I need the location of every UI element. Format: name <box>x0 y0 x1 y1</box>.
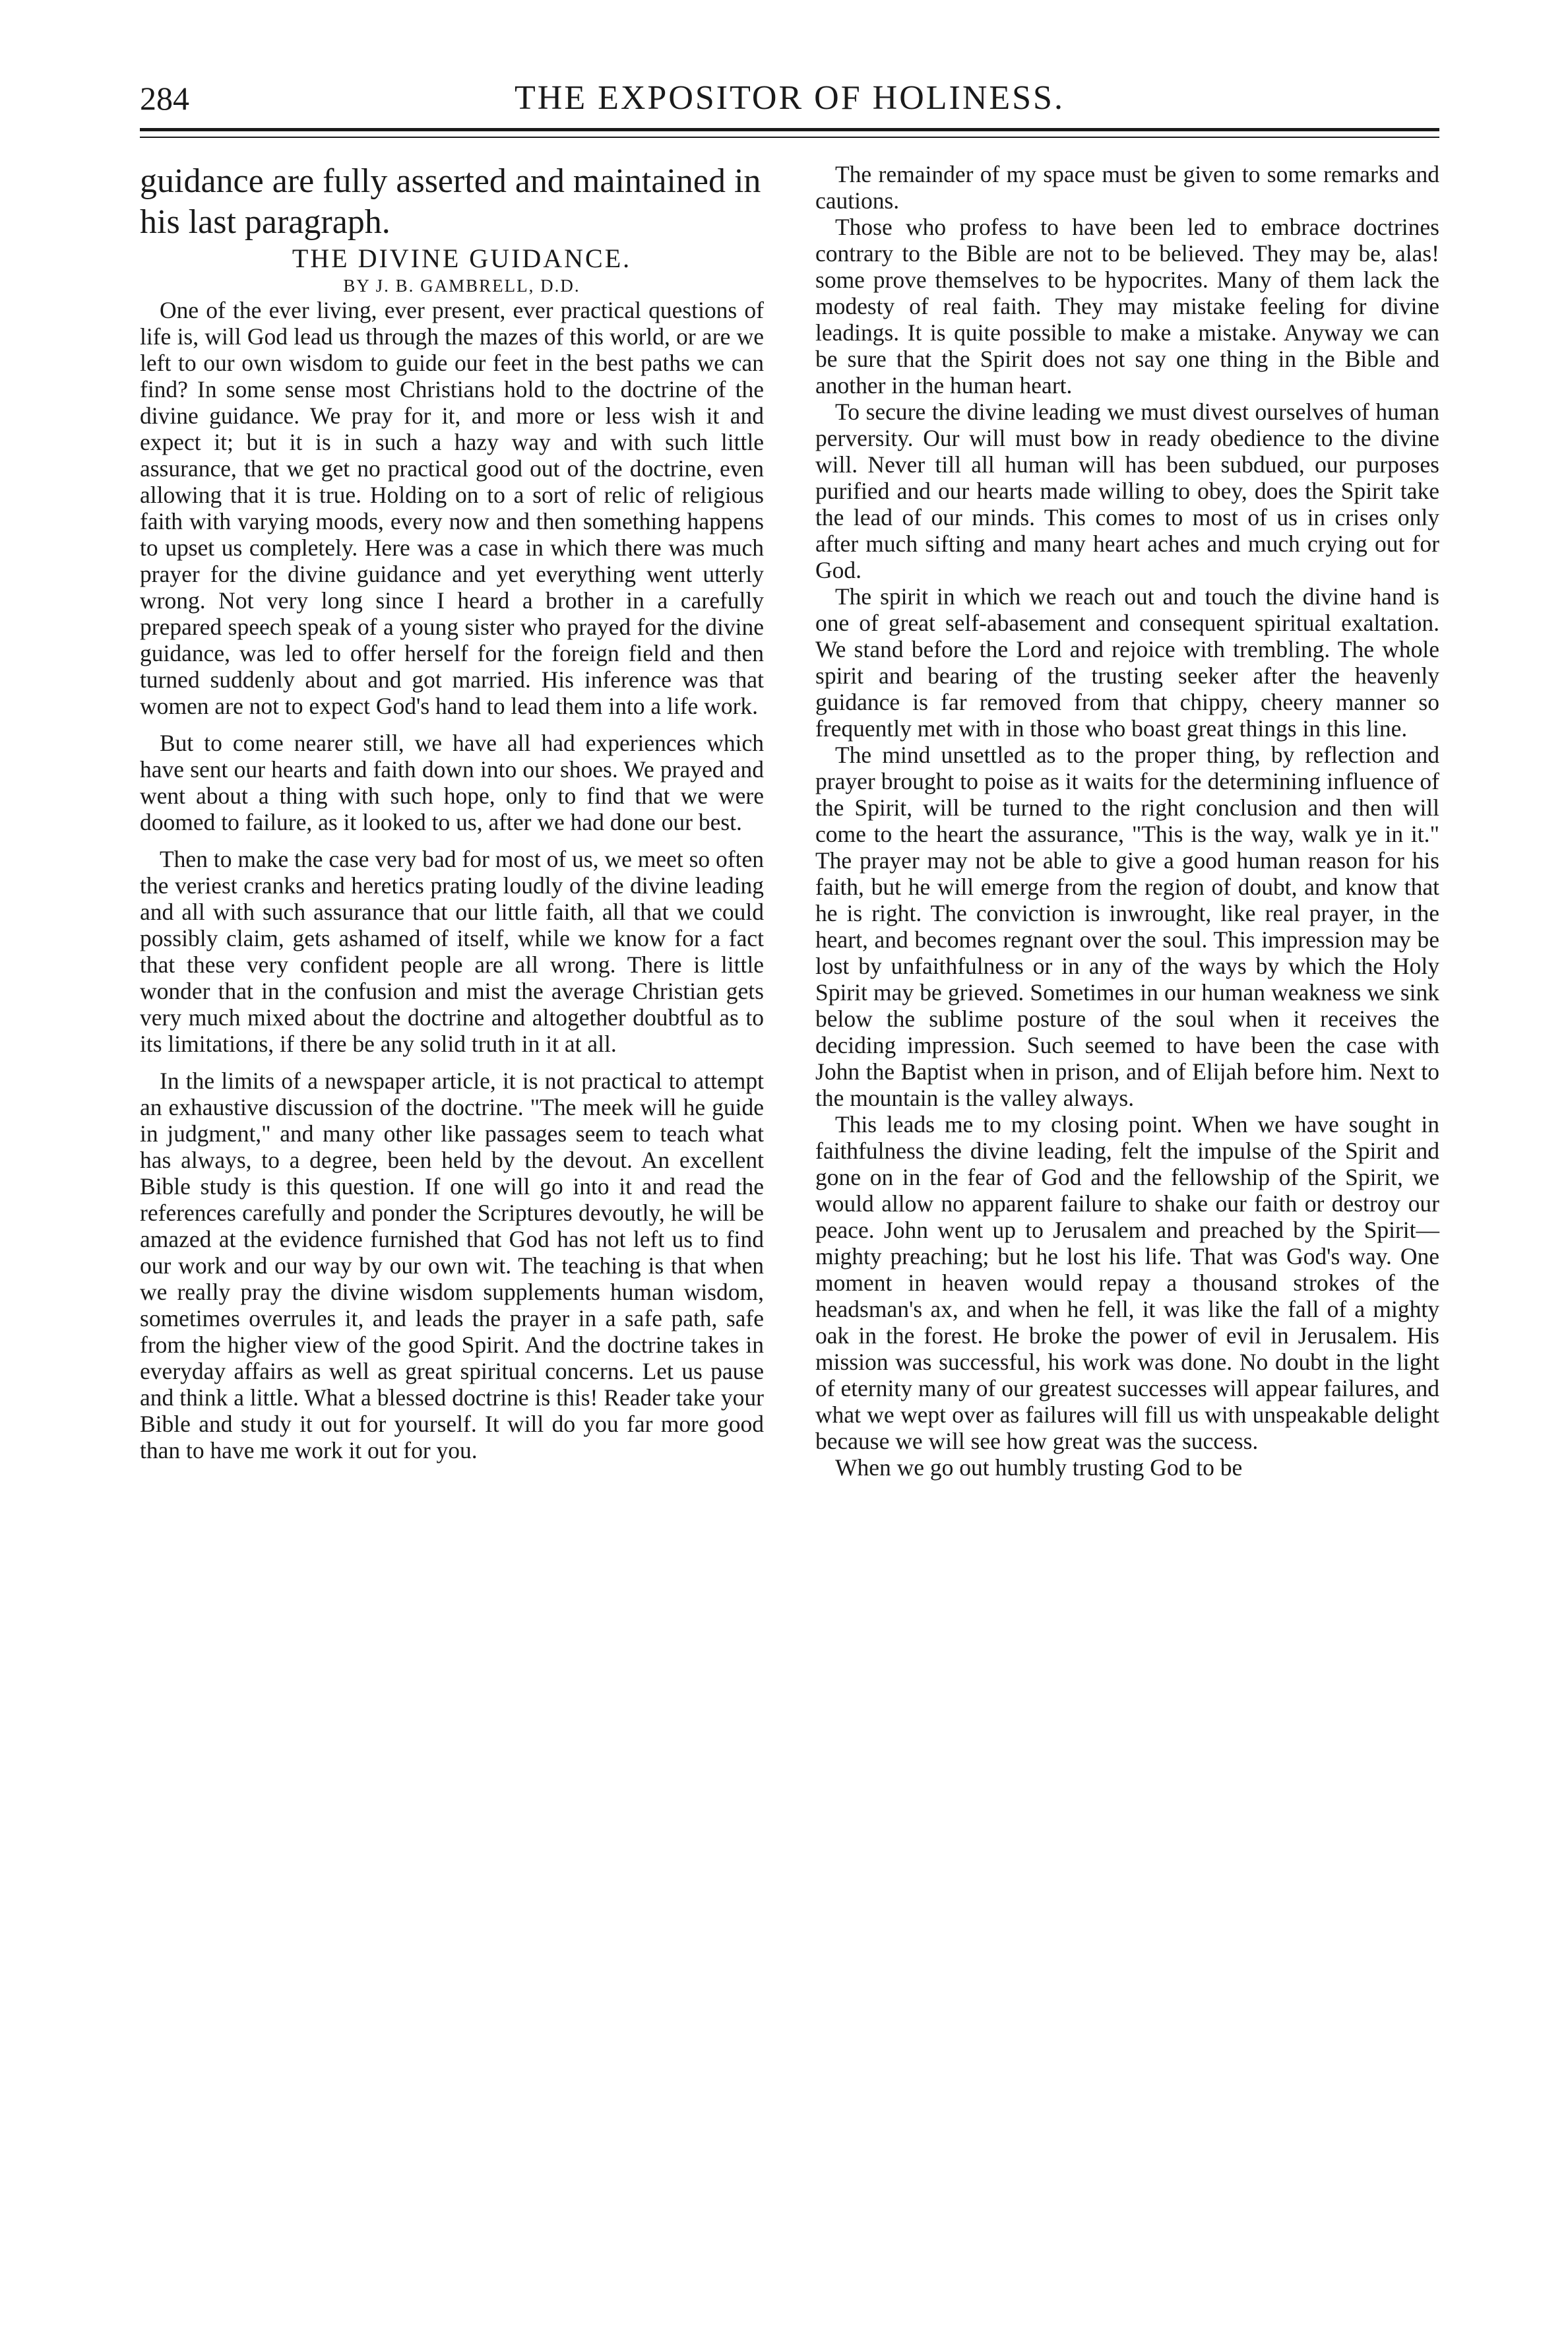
right-column <box>815 161 1439 1481</box>
body-paragraph: This leads me to my closing point. When we have sought in faithfulness the divine leading, felt the impulse of the Spirit and gone on in the fear of God and the fellowship of the Spirit, we would allow no apparent failure to shake our faith or destroy our peace. John went up to Jerusalem and preached by the Spirit—mighty preaching; but he lost his life. That was God's way. One moment in heaven would repay a thousand strokes of the headsman's ax, and when he fell, it was like the fall of a mighty oak in the forest. He broke the power of evil in Jerusalem. His mission was successful, his work was done. No doubt in the light of eternity many of our greatest successes will appear failures, and what we wept over as failures will fill us with unspeakable delight because we will see how great was the success. <box>815 1111 1439 1454</box>
article-byline: BY J. B. GAMBRELL, D.D. <box>343 276 580 296</box>
article-title: THE DIVINE GUIDANCE. <box>292 243 632 273</box>
page-header <box>140 71 1439 125</box>
body-paragraph: When we go out humbly trusting God to be <box>835 1454 1243 1481</box>
body-paragraph: Then to make the case very bad for most of us, we meet so often the veriest cranks and heretics prating loudly of the divine leading and all with such assurance that our little faith, all that we could possibly claim, gets ashamed of itself, while we know for a fact that these very confident people are all wrong. There is little wonder that in the confusion and mist the average Christian gets very much mixed about the doctrine and altogether doubtful as to its limitations, if there be any solid truth in it at all. <box>140 846 764 1057</box>
left-column <box>140 161 764 1463</box>
body-paragraph: The spirit in which we reach out and touch the divine hand is one of great self-abasement and consequent spiritual exaltation. We stand before the Lord and rejoice with trembling. The whole spirit and bearing of the trusting seeker after the heavenly guidance is far removed from that chippy, cheery manner so frequently met with in those who boast great things in this line. <box>815 583 1439 742</box>
body-paragraph: To secure the divine leading we must divest ourselves of human perversity. Our will must bow in ready obedience to the divine will. Never till all human will has been subdued, our purposes purified and our hearts made willing to obey, does the Spirit take the lead of our minds. This comes to most of us in crises only after much sifting and many heart aches and much crying out for God. <box>815 399 1439 583</box>
header-rule-thin <box>140 137 1439 138</box>
body-paragraph: But to come nearer still, we have all had experiences which have sent our hearts and faith down into our shoes. We prayed and went about a thing with such hope, only to find that we were doomed to failure, as it looked to us, after we had done our best. <box>140 730 764 835</box>
body-paragraph: In the limits of a newspaper article, it is not practical to attempt an exhaustive discussion of the doctrine. "The meek will he guide in judgment," and many other like passages seem to teach what has always, to a degree, been held by the devout. An excellent Bible study is this question. If one will go into it and read the references carefully and ponder the Scriptures devoutly, he will be amazed at the evidence furnished that God has not left us to find our work and our way by our own wit. The teaching is that when we really pray the divine wisdom supplements human wisdom, sometimes overrules it, and leads the prayer in a safe path, safe from the higher view of the good Spirit. And the doctrine takes in everyday affairs as well as great spiritual concerns. Let us pause and think a little. What a blessed doctrine is this! Reader take your Bible and study it out for yourself. It will do you far more good than to have me work it out for you. <box>140 1068 764 1463</box>
body-paragraph: One of the ever living, ever present, ever practical questions of life is, will God lead us through the mazes of this world, or are we left to our own wisdom to guide our feet in the best paths we can find? In some sense most Christians hold to the doctrine of the divine guidance. We pray for it, and more or less wish it and expect it; but it is in such a hazy way and with such little assurance, that we get no practical good out of the doctrine, even allowing that it is true. Holding on to a sort of relic of religious faith with varying moods, every now and then something happens to upset us completely. Here was a case in which there was much prayer for the divine guidance and yet everything went utterly wrong. Not very long since I heard a brother in a carefully prepared speech speak of a young sister who prayed for the divine guidance, was led to offer herself for the foreign field and then turned suddenly about and got married. His inference was that women are not to expect God's hand to lead them into a life work. <box>140 297 764 719</box>
body-paragraph: The mind unsettled as to the proper thing, by reflection and prayer brought to poise as it waits for the determining influence of the Spirit, will be turned to the right conclusion and then will come to the heart the assurance, "This is the way, walk ye in it." The prayer may not be able to give a good human reason for his faith, but he will emerge from the region of doubt, and know that he is right. The conviction is inwrought, like real prayer, in the heart, and becomes regnant over the soul. This impression may be lost by unfaithfulness or in any of the ways by which the Holy Spirit may be grieved. Sometimes in our human weakness we sink below the sublime posture of the soul when it receives the deciding impression. Such seemed to have been the case with John the Baptist when in prison, and of Elijah before him. Next to the mountain is the valley always. <box>815 742 1439 1111</box>
continued-text: guidance are fully asserted and maintained in his last paragraph. <box>140 162 761 241</box>
running-title: THE EXPOSITOR OF HOLINESS. <box>515 79 1065 117</box>
body-paragraph: The remainder of my space must be given to some remarks and cautions. <box>815 161 1439 214</box>
page-number: 284 <box>140 80 189 117</box>
header-rule-thick <box>140 128 1439 131</box>
body-paragraph: Those who profess to have been led to embrace doctrines contrary to the Bible are not to be believed. They may be, alas! some prove themselves to be hypocrites. Many of them lack the modesty of real faith. They may mistake feeling for divine leadings. It is quite possible to make a mistake. Anyway we can be sure that the Spirit does not say one thing in the Bible and another in the human heart. <box>815 214 1439 399</box>
